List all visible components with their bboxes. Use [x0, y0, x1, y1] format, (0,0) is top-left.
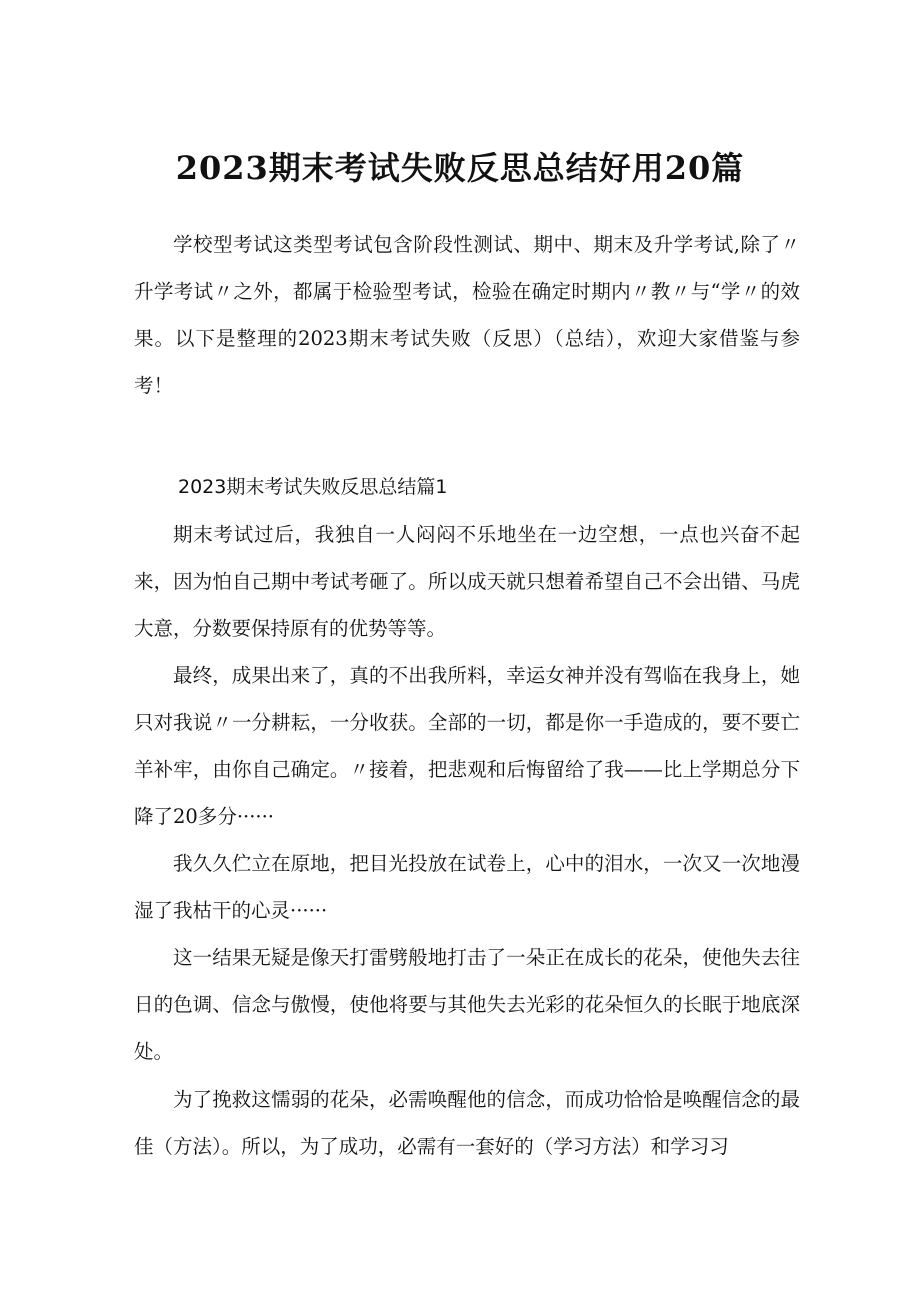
document-title: 2023期末考试失败反思总结好用20篇 — [175, 149, 745, 187]
body-paragraph-5: 为了挽救这懦弱的花朵，必需唤醒他的信念，而成功恰恰是唤醒信念的最佳（方法）。所以，为了成功，必需有一套好的（学习方法）和学习习 — [134, 1088, 800, 1158]
body-paragraph-4: 这一结果无疑是像天打雷劈般地打击了一朵正在成长的花朵，使他失去往日的色调、信念与傲慢，使他将要与其他失去光彩的花朵恒久的长眠于地底深处。 — [134, 946, 800, 1063]
body-paragraph-3: 我久久伫立在原地，把目光投放在试卷上，心中的泪水，一次又一次地漫湿了我枯干的心灵······ — [134, 852, 800, 922]
intro-paragraph: 学校型考试这类型考试包含阶段性测试、期中、期末及升学考试,除了〃升学考试〃之外，都属于检验型考试，检验在确定时期内〃教〃与“学〃的效果。以下是整理的2023期末考试失败（反思）（总结），欢迎大家借鉴与参考！ — [134, 233, 800, 397]
section-heading: 2023期末考试失败反思总结篇1 — [178, 476, 448, 498]
body-paragraph-1: 期末考试过后，我独自一人闷闷不乐地坐在一边空想，一点也兴奋不起来，因为怕自己期中考试考砸了。所以成天就只想着希望自己不会出错、马虎大意，分数要保持原有的优势等等。 — [134, 523, 800, 640]
body-paragraph-2: 最终，成果出来了，真的不出我所料，幸运女神并没有驾临在我身上，她只对我说〃一分耕耘，一分收获。全部的一切，都是你一手造成的，要不要亡羊补牢，由你自己确定。〃接着，把悲观和后悔留给了我——比上学期总分下降了20多分······ — [134, 664, 800, 828]
